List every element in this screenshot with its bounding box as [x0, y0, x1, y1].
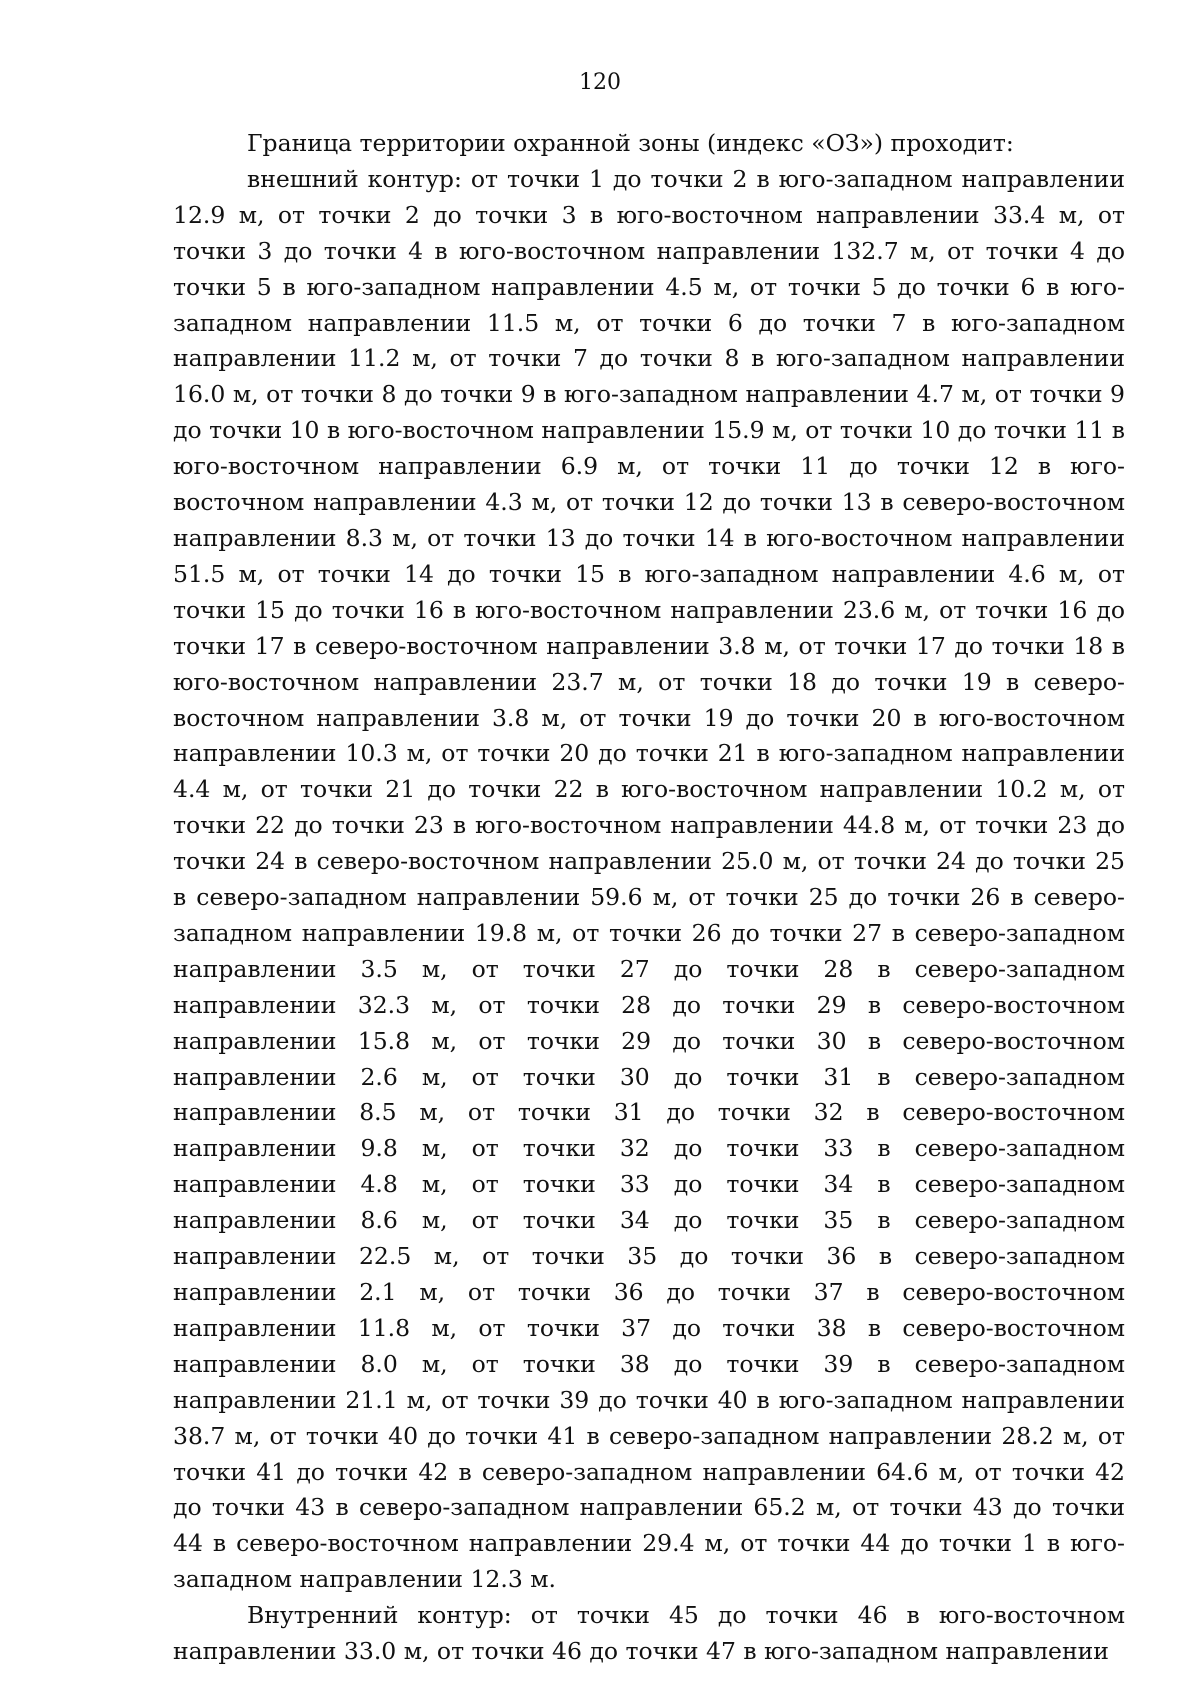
- document-body: [173, 126, 1125, 1670]
- inner-contour-paragraph: Внутренний контур: от точки 45 до точки 46 в юго-восточном направлении 33.0 м, от точки 46 до точки 47 в юго-западном направлении: [173, 1601, 1125, 1666]
- outer-contour-paragraph: внешний контур: от точки 1 до точки 2 в юго-западном направлении 12.9 м, от точки 2 до точки 3 в юго-восточном направлении 33.4 м, от точки 3 до точки 4 в юго-восточном направлении 132.7 м, от точки 4 до точки 5 в юго-западном направлении 4.5 м, от точки 5 до точки 6 в юго-западном направлении 11.5 м, от точки 6 до точки 7 в юго-западном направлении 11.2 м, от точки 7 до точки 8 в юго-западном направлении 16.0 м, от точки 8 до точки 9 в юго-западном направлении 4.7 м, от точки 9 до точки 10 в юго-восточном направлении 15.9 м, от точки 10 до точки 11 в юго-восточном направлении 6.9 м, от точки 11 до точки 12 в юго-восточном направлении 4.3 м, от точки 12 до точки 13 в северо-восточном направлении 8.3 м, от точки 13 до точки 14 в юго-восточном направлении 51.5 м, от точки 14 до точки 15 в юго-западном направлении 4.6 м, от точки 15 до точки 16 в юго-восточном направлении 23.6 м, от точки 16 до точки 17 в северо-восточном направлении 3.8 м, от точки 17 до точки 18 в юго-восточном направлении 23.7 м, от точки 18 до точки 19 в северо-восточном направлении 3.8 м, от точки 19 до точки 20 в юго-восточном направлении 10.3 м, от точки 20 до точки 21 в юго-западном направлении 4.4 м, от точки 21 до точки 22 в юго-восточном направлении 10.2 м, от точки 22 до точки 23 в юго-восточном направлении 44.8 м, от точки 23 до точки 24 в северо-восточном направлении 25.0 м, от точки 24 до точки 25 в северо-западном направлении 59.6 м, от точки 25 до точки 26 в северо-западном направлении 19.8 м, от точки 26 до точки 27 в северо-западном направлении 3.5 м, от точки 27 до точки 28 в северо-западном направлении 32.3 м, от точки 28 до точки 29 в северо-восточном направлении 15.8 м, от точки 29 до точки 30 в северо-восточном направлении 2.6 м, от точки 30 до точки 31 в северо-западном направлении 8.5 м, от точки 31 до точки 32 в северо-восточном направлении 9.8 м, от точки 32 до точки 33 в северо-западном направлении 4.8 м, от точки 33 до точки 34 в северо-западном направлении 8.6 м, от точки 34 до точки 35 в северо-западном направлении 22.5 м, от точки 35 до точки 36 в северо-западном направлении 2.1 м, от точки 36 до точки 37 в северо-восточном направлении 11.8 м, от точки 37 до точки 38 в северо-восточном направлении 8.0 м, от точки 38 до точки 39 в северо-западном направлении 21.1 м, от точки 39 до точки 40 в юго-западном направлении 38.7 м, от точки 40 до точки 41 в северо-западном направлении 28.2 м, от точки 41 до точки 42 в северо-западном направлении 64.6 м, от точки 42 до точки 43 в северо-западном направлении 65.2 м, от точки 43 до точки 44 в северо-восточном направлении 29.4 м, от точки 44 до точки 1 в юго-западном направлении 12.3 м.: [173, 164, 1125, 1594]
- page-number: 120: [579, 70, 621, 95]
- heading-paragraph: Граница территории охранной зоны (индекс «ОЗ») проходит:: [247, 129, 1014, 157]
